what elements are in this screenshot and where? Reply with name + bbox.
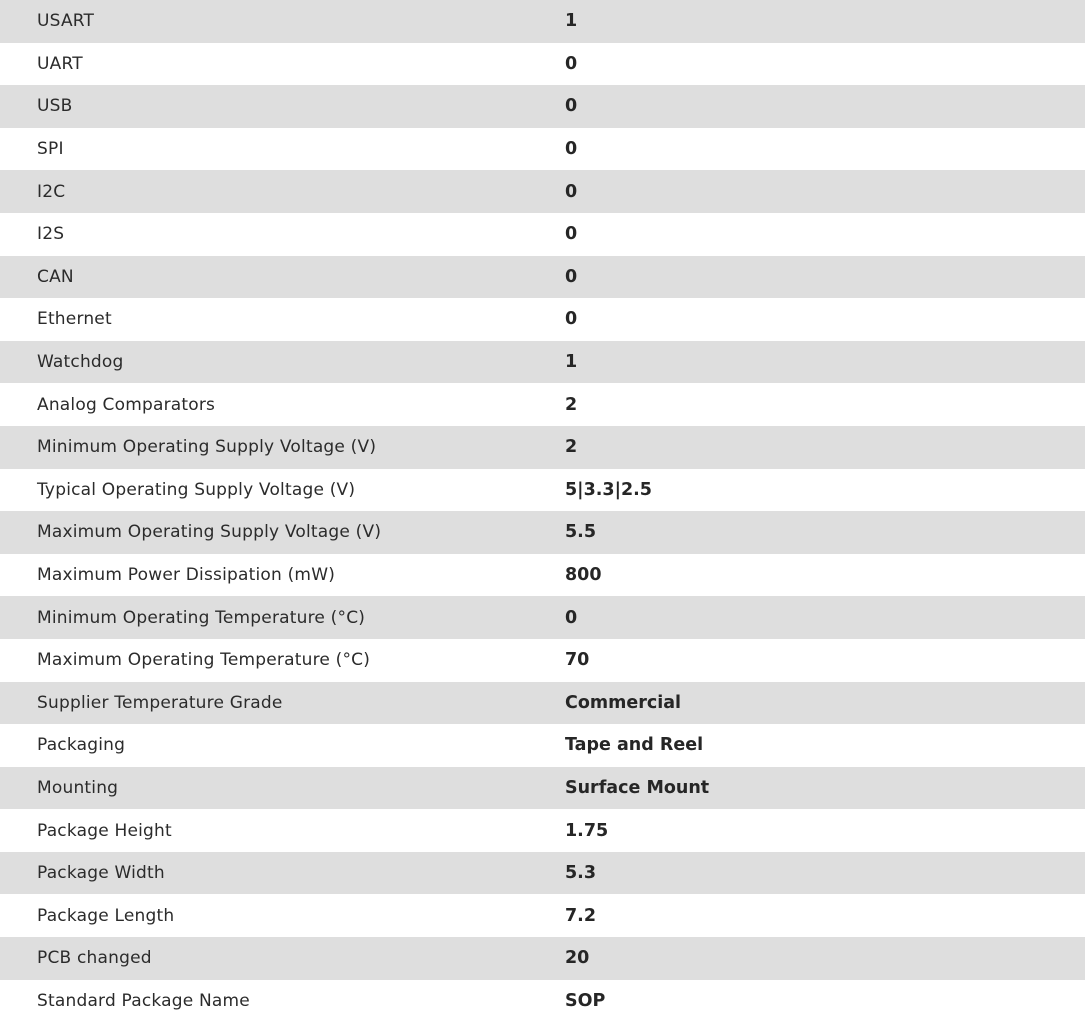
spec-row-analog-comparators (0, 383, 1085, 426)
spec-value: 0 (565, 96, 578, 117)
spec-value: 0 (565, 139, 578, 160)
spec-row-i2s (0, 213, 1085, 256)
spec-value: Commercial (565, 692, 682, 713)
spec-label: USART (37, 11, 95, 32)
spec-row-can (0, 256, 1085, 299)
spec-value: 1 (565, 352, 578, 373)
spec-row-typ-supply-voltage (0, 469, 1085, 512)
spec-row-package-height (0, 809, 1085, 852)
spec-value: 5.5 (565, 522, 597, 543)
spec-label: PCB changed (37, 948, 152, 969)
spec-label: Maximum Operating Temperature (°C) (37, 650, 371, 671)
spec-value: 5.3 (565, 863, 597, 884)
spec-row-i2c (0, 170, 1085, 213)
spec-label: Watchdog (37, 352, 124, 373)
spec-row-max-power-dissipation (0, 554, 1085, 597)
spec-row-package-length (0, 894, 1085, 937)
spec-label: I2S (37, 224, 65, 245)
spec-value: 0 (565, 607, 578, 628)
spec-label: Packaging (37, 735, 126, 756)
spec-row-packaging (0, 724, 1085, 767)
spec-value: 2 (565, 437, 578, 458)
spec-value: 0 (565, 309, 578, 330)
spec-row-package-width (0, 852, 1085, 895)
spec-value: Surface Mount (565, 777, 710, 798)
spec-value: 0 (565, 53, 578, 74)
spec-row-uart (0, 43, 1085, 86)
spec-label: CAN (37, 266, 74, 287)
spec-value: 0 (565, 181, 578, 202)
spec-row-usb (0, 85, 1085, 128)
spec-label: Maximum Operating Supply Voltage (V) (37, 522, 382, 543)
spec-label: USB (37, 96, 73, 117)
spec-label: SPI (37, 139, 64, 160)
spec-label: Analog Comparators (37, 394, 216, 415)
spec-label: Minimum Operating Temperature (°C) (37, 607, 366, 628)
spec-label: Supplier Temperature Grade (37, 692, 283, 713)
spec-value: 20 (565, 948, 590, 969)
spec-value: 7.2 (565, 905, 597, 926)
spec-row-pcb-changed (0, 937, 1085, 980)
spec-row-min-supply-voltage (0, 426, 1085, 469)
spec-value: 5|3.3|2.5 (565, 479, 652, 500)
spec-row-max-operating-temp (0, 639, 1085, 682)
spec-label: Package Length (37, 905, 175, 926)
spec-value: 0 (565, 224, 578, 245)
spec-value: 70 (565, 650, 590, 671)
spec-row-watchdog (0, 341, 1085, 384)
spec-value: 1.75 (565, 820, 609, 841)
spec-value: 0 (565, 266, 578, 287)
spec-label: Ethernet (37, 309, 112, 330)
spec-label: Minimum Operating Supply Voltage (V) (37, 437, 377, 458)
spec-label: Package Height (37, 820, 172, 841)
spec-row-max-supply-voltage (0, 511, 1085, 554)
spec-row-spi (0, 128, 1085, 171)
spec-label: I2C (37, 181, 66, 202)
spec-value: 1 (565, 11, 578, 32)
spec-label: Mounting (37, 777, 119, 798)
spec-row-mounting (0, 767, 1085, 810)
spec-label: Standard Package Name (37, 990, 250, 1011)
spec-row-temperature-grade (0, 682, 1085, 725)
spec-value: SOP (565, 990, 606, 1011)
spec-row-standard-package-name (0, 980, 1085, 1022)
spec-value: 800 (565, 565, 602, 586)
spec-value: Tape and Reel (565, 735, 704, 756)
spec-row-usart (0, 0, 1085, 43)
spec-label: UART (37, 53, 83, 74)
spec-row-ethernet (0, 298, 1085, 341)
spec-row-min-operating-temp (0, 596, 1085, 639)
spec-label: Typical Operating Supply Voltage (V) (37, 479, 356, 500)
spec-label: Maximum Power Dissipation (mW) (37, 565, 336, 586)
spec-value: 2 (565, 394, 578, 415)
spec-label: Package Width (37, 863, 165, 884)
